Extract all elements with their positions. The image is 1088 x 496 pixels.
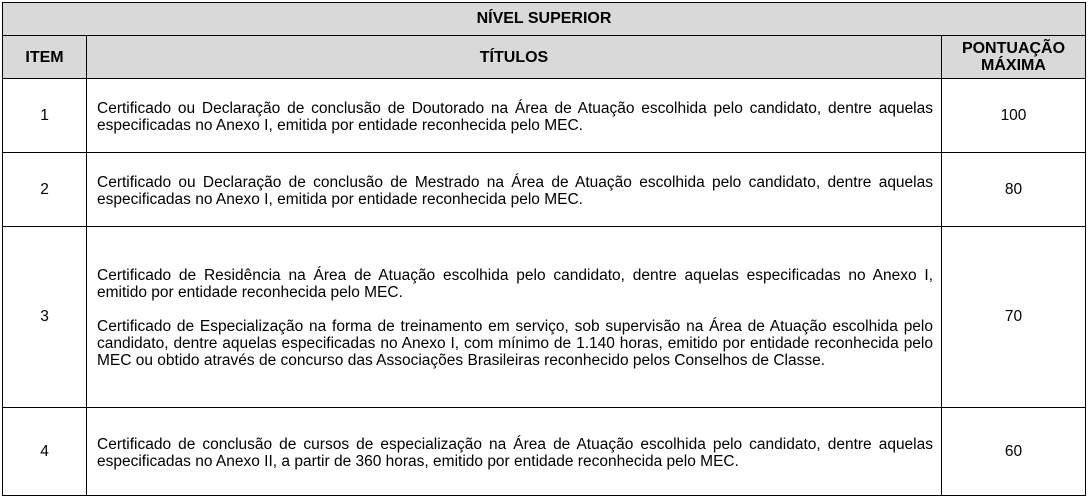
score-table	[2, 2, 1086, 496]
title-paragraph: Certificado de Especialização na forma de treinamento em serviço, sob supervisão na Área de Atuação escolhida pelo candidato, dentre aquelas especificadas no Anexo I, com mínimo de 1.140 horas, emitido por entidade reconhecida pelo MEC ou obtido através de concurso das Associações Brasileiras reconhecido pelos Conselhos de Classe.	[97, 318, 933, 369]
table-row	[3, 79, 1086, 153]
title-paragraph: Certificado ou Declaração de conclusão de Doutorado na Área de Atuação escolhida pelo candidato, dentre aquelas especificadas no Anexo I, emitida por entidade reconhecida pelo MEC.	[97, 99, 933, 134]
row-title-text	[87, 79, 942, 153]
title-paragraph: Certificado ou Declaração de conclusão de Mestrado na Área de Atuação escolhida pelo candidato, dentre aquelas especificadas no Anexo I, emitida por entidade reconhecida pelo MEC.	[97, 173, 933, 208]
header-item: ITEM	[3, 36, 87, 79]
row-title-text	[87, 153, 942, 227]
title-paragraph: Certificado de conclusão de cursos de especialização na Área de Atuação escolhida pelo candidato, dentre aquelas especificadas no Anexo II, a partir de 360 horas, emitido por entidade reconhecida pelo MEC.	[97, 435, 933, 470]
table-row	[3, 153, 1086, 227]
table-row	[3, 227, 1086, 408]
row-max-points: 100	[942, 79, 1086, 153]
header-titles: TÍTULOS	[87, 36, 942, 79]
table-title-row	[3, 3, 1086, 36]
table-row	[3, 408, 1086, 496]
title-paragraph: Certificado de Residência na Área de Atuação escolhida pelo candidato, dentre aquelas especificadas no Anexo I, emitido por entidade reconhecida pelo MEC.	[97, 267, 933, 301]
row-item-number: 2	[3, 153, 87, 227]
row-item-number: 3	[3, 227, 87, 408]
row-max-points: 60	[942, 408, 1086, 496]
row-title-text	[87, 408, 942, 496]
row-max-points: 80	[942, 153, 1086, 227]
header-max-points: PONTUAÇÃO MÁXIMA	[942, 36, 1086, 79]
row-item-number: 1	[3, 79, 87, 153]
row-item-number: 4	[3, 408, 87, 496]
table-title: NÍVEL SUPERIOR	[3, 3, 1086, 36]
table-header-row	[3, 36, 1086, 79]
row-title-text	[87, 227, 942, 408]
row-max-points: 70	[942, 227, 1086, 408]
